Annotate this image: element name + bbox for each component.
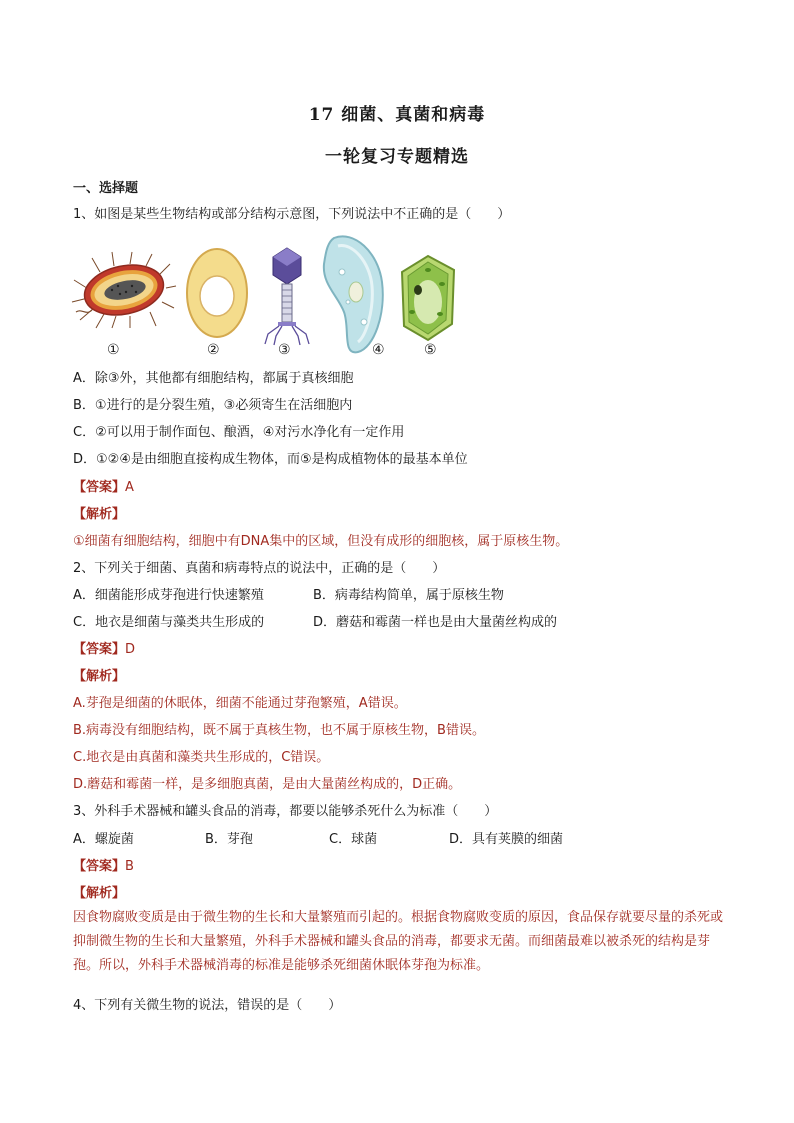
figure-label-4: ④: [372, 342, 385, 358]
figure-label-5: ⑤: [424, 342, 437, 358]
q2-option-d: D．蘑菇和霉菌一样也是由大量菌丝构成的: [313, 615, 558, 630]
q3-answer: [73, 858, 723, 876]
page-title: 17 细菌、真菌和病毒: [308, 105, 486, 125]
q3-option-b: B．芽孢: [205, 832, 253, 847]
answer-value: D: [125, 642, 136, 657]
q2-analysis-line: B.病毒没有细胞结构，既不属于真核生物，也不属于原核生物，B错误。: [73, 723, 485, 738]
figure-label-2: ②: [207, 342, 220, 358]
q2-option-a: A．细菌能形成芽孢进行快速繁殖: [73, 588, 264, 603]
bacteriophage-illustration: [262, 246, 312, 346]
q2-analysis-line: A.芽孢是细菌的休眠体，细菌不能通过芽孢繁殖，A错误。: [73, 696, 407, 711]
q2-answer: [73, 641, 723, 659]
answer-label: 【答案】: [73, 859, 126, 874]
section-heading: 一、选择题: [73, 181, 139, 196]
figure-label-1: ①: [107, 342, 120, 358]
q2-analysis-line: C.地衣是由真菌和藻类共生形成的，C错误。: [73, 750, 330, 765]
figure-label-3: ③: [278, 342, 291, 358]
q4-stem: 4、下列有关微生物的说法，错误的是（ ）: [73, 998, 342, 1013]
plant-cell-illustration: [398, 254, 458, 342]
q1-analysis-line: ①细菌有细胞结构，细胞中有DNA集中的区域，但没有成形的细胞核，属于原核生物。: [73, 534, 569, 549]
q3-stem: 3、外科手术器械和罐头食品的消毒，都要以能够杀死什么为标准（ ）: [73, 804, 498, 819]
answer-value: A: [125, 480, 134, 495]
q2-stem: 2、下列关于细菌、真菌和病毒特点的说法中，正确的是（ ）: [73, 561, 446, 576]
bacterium-illustration: [70, 250, 178, 330]
q1-analysis-label: 【解析】: [73, 507, 126, 522]
q3-analysis-label: 【解析】: [73, 886, 126, 901]
page-subtitle: 一轮复习专题精选: [325, 147, 469, 167]
q1-option-d: D．①②④是由细胞直接构成生物体，而⑤是构成植物体的最基本单位: [73, 452, 468, 467]
q1-stem: 1、如图是某些生物结构或部分结构示意图，下列说法中不正确的是（ ）: [73, 207, 511, 222]
paramecium-illustration: [320, 232, 392, 356]
q3-analysis-paragraph: 因食物腐败变质是由于微生物的生长和大量繁殖而引起的。根据食物腐败变质的原因，食品保存就要尽量的杀死或抑制微生物的生长和大量繁殖，外科手术器械和罐头食品的消毒，都要求无菌。而细菌最难以被杀死的结构是芽孢。所以，外科手术器械消毒的标准是能够杀死细菌休眠体芽孢为标准。: [73, 910, 724, 973]
yeast-cell-illustration: [184, 246, 250, 340]
q1-option-a: A．除③外，其他都有细胞结构，都属于真核细胞: [73, 371, 354, 386]
answer-value: B: [125, 859, 134, 874]
q1-figure: [66, 232, 466, 362]
q1-answer: [73, 479, 723, 497]
q3-option-a: A．螺旋菌: [73, 832, 134, 847]
q2-option-c: C．地衣是细菌与藻类共生形成的: [73, 615, 265, 630]
q1-option-b: B．①进行的是分裂生殖，③必须寄生在活细胞内: [73, 398, 353, 413]
q2-analysis-label: 【解析】: [73, 669, 126, 684]
q3-option-c: C．球菌: [329, 832, 378, 847]
q2-analysis-line: D.蘑菇和霉菌一样，是多细胞真菌，是由大量菌丝构成的，D正确。: [73, 777, 462, 792]
q3-option-d: D．具有荚膜的细菌: [449, 832, 564, 847]
q1-option-c: C．②可以用于制作面包、酿酒，④对污水净化有一定作用: [73, 425, 405, 440]
answer-label: 【答案】: [73, 480, 126, 495]
answer-label: 【答案】: [73, 642, 126, 657]
q2-option-b: B．病毒结构简单，属于原核生物: [313, 588, 504, 603]
